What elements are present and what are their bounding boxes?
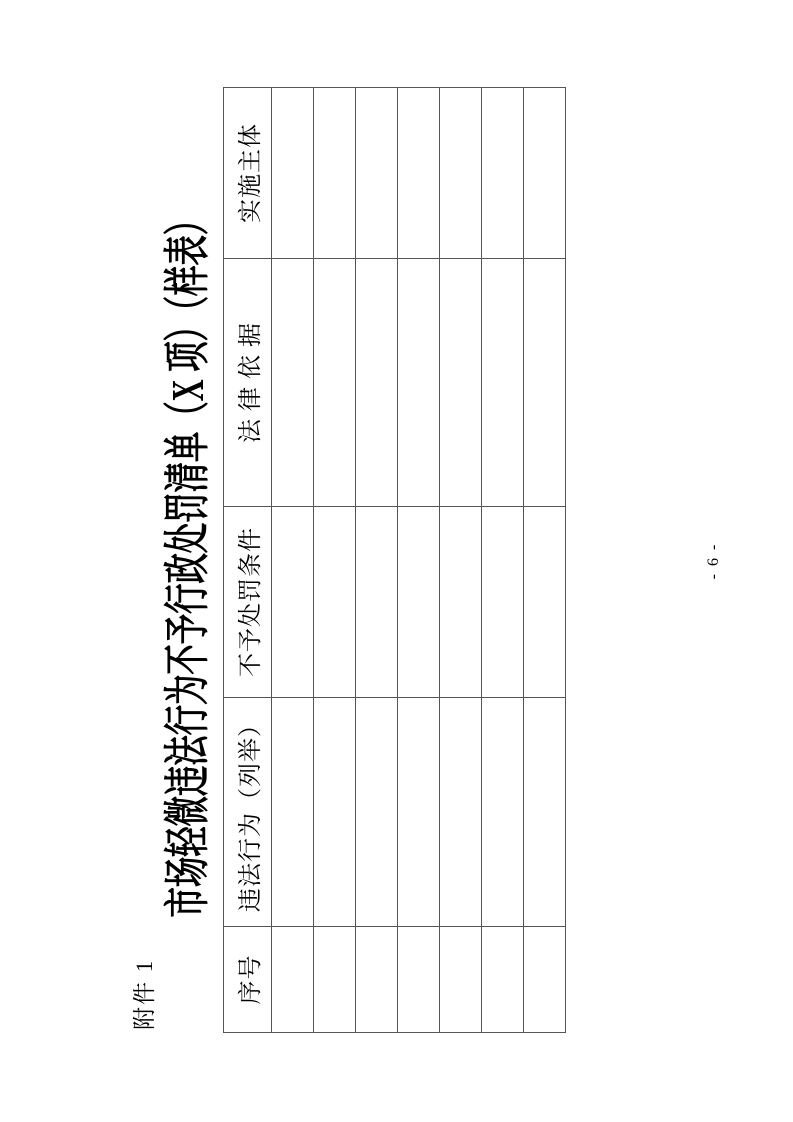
table-cell (482, 927, 524, 1033)
table-cell (440, 259, 482, 507)
table-header-illegal-act: 违法行为（列举） (224, 698, 272, 927)
table-header-exemption-condition: 不予处罚条件 (224, 507, 272, 698)
table-row (524, 88, 566, 1033)
table-header-serial-number: 序号 (224, 927, 272, 1033)
table-cell (314, 507, 356, 698)
table-row (314, 88, 356, 1033)
table-cell (524, 927, 566, 1033)
table-cell (314, 259, 356, 507)
table-header-row (224, 88, 272, 1033)
table-header-implementing-body: 实施主体 (224, 88, 272, 259)
table-cell (356, 927, 398, 1033)
table-cell (398, 507, 440, 698)
table-cell (482, 698, 524, 927)
table-cell (272, 507, 314, 698)
table-cell (314, 698, 356, 927)
table-body (272, 88, 566, 1033)
table-header-legal-basis: 法 律 依 据 (224, 259, 272, 507)
attachment-label: 附件 1 (132, 958, 157, 1030)
table-row (482, 88, 524, 1033)
table-cell (272, 259, 314, 507)
table-cell (482, 88, 524, 259)
table-cell (314, 88, 356, 259)
table-row (398, 88, 440, 1033)
table-cell (356, 698, 398, 927)
table-cell (440, 927, 482, 1033)
table-row (440, 88, 482, 1033)
table-row (356, 88, 398, 1033)
table-cell (356, 507, 398, 698)
table-cell (398, 698, 440, 927)
table-cell (440, 698, 482, 927)
table-cell (272, 88, 314, 259)
table-cell (524, 259, 566, 507)
table-cell (314, 927, 356, 1033)
document-title (162, 0, 214, 1122)
table-cell (524, 698, 566, 927)
table-cell (482, 259, 524, 507)
document-title-text: 市场轻微违法行为不予行政处罚清单（X 项）（样表） (162, 204, 213, 918)
penalty-exemption-table (223, 87, 566, 1033)
table-cell (398, 259, 440, 507)
table-cell (398, 88, 440, 259)
table-cell (356, 259, 398, 507)
table-cell (482, 507, 524, 698)
table-cell (524, 88, 566, 259)
table-cell (272, 927, 314, 1033)
table-cell (398, 927, 440, 1033)
table-cell (356, 88, 398, 259)
table-cell (440, 88, 482, 259)
table-cell (272, 698, 314, 927)
table-cell (524, 507, 566, 698)
table-row (272, 88, 314, 1033)
table-cell (440, 507, 482, 698)
page-number: - 6 - (705, 542, 722, 580)
